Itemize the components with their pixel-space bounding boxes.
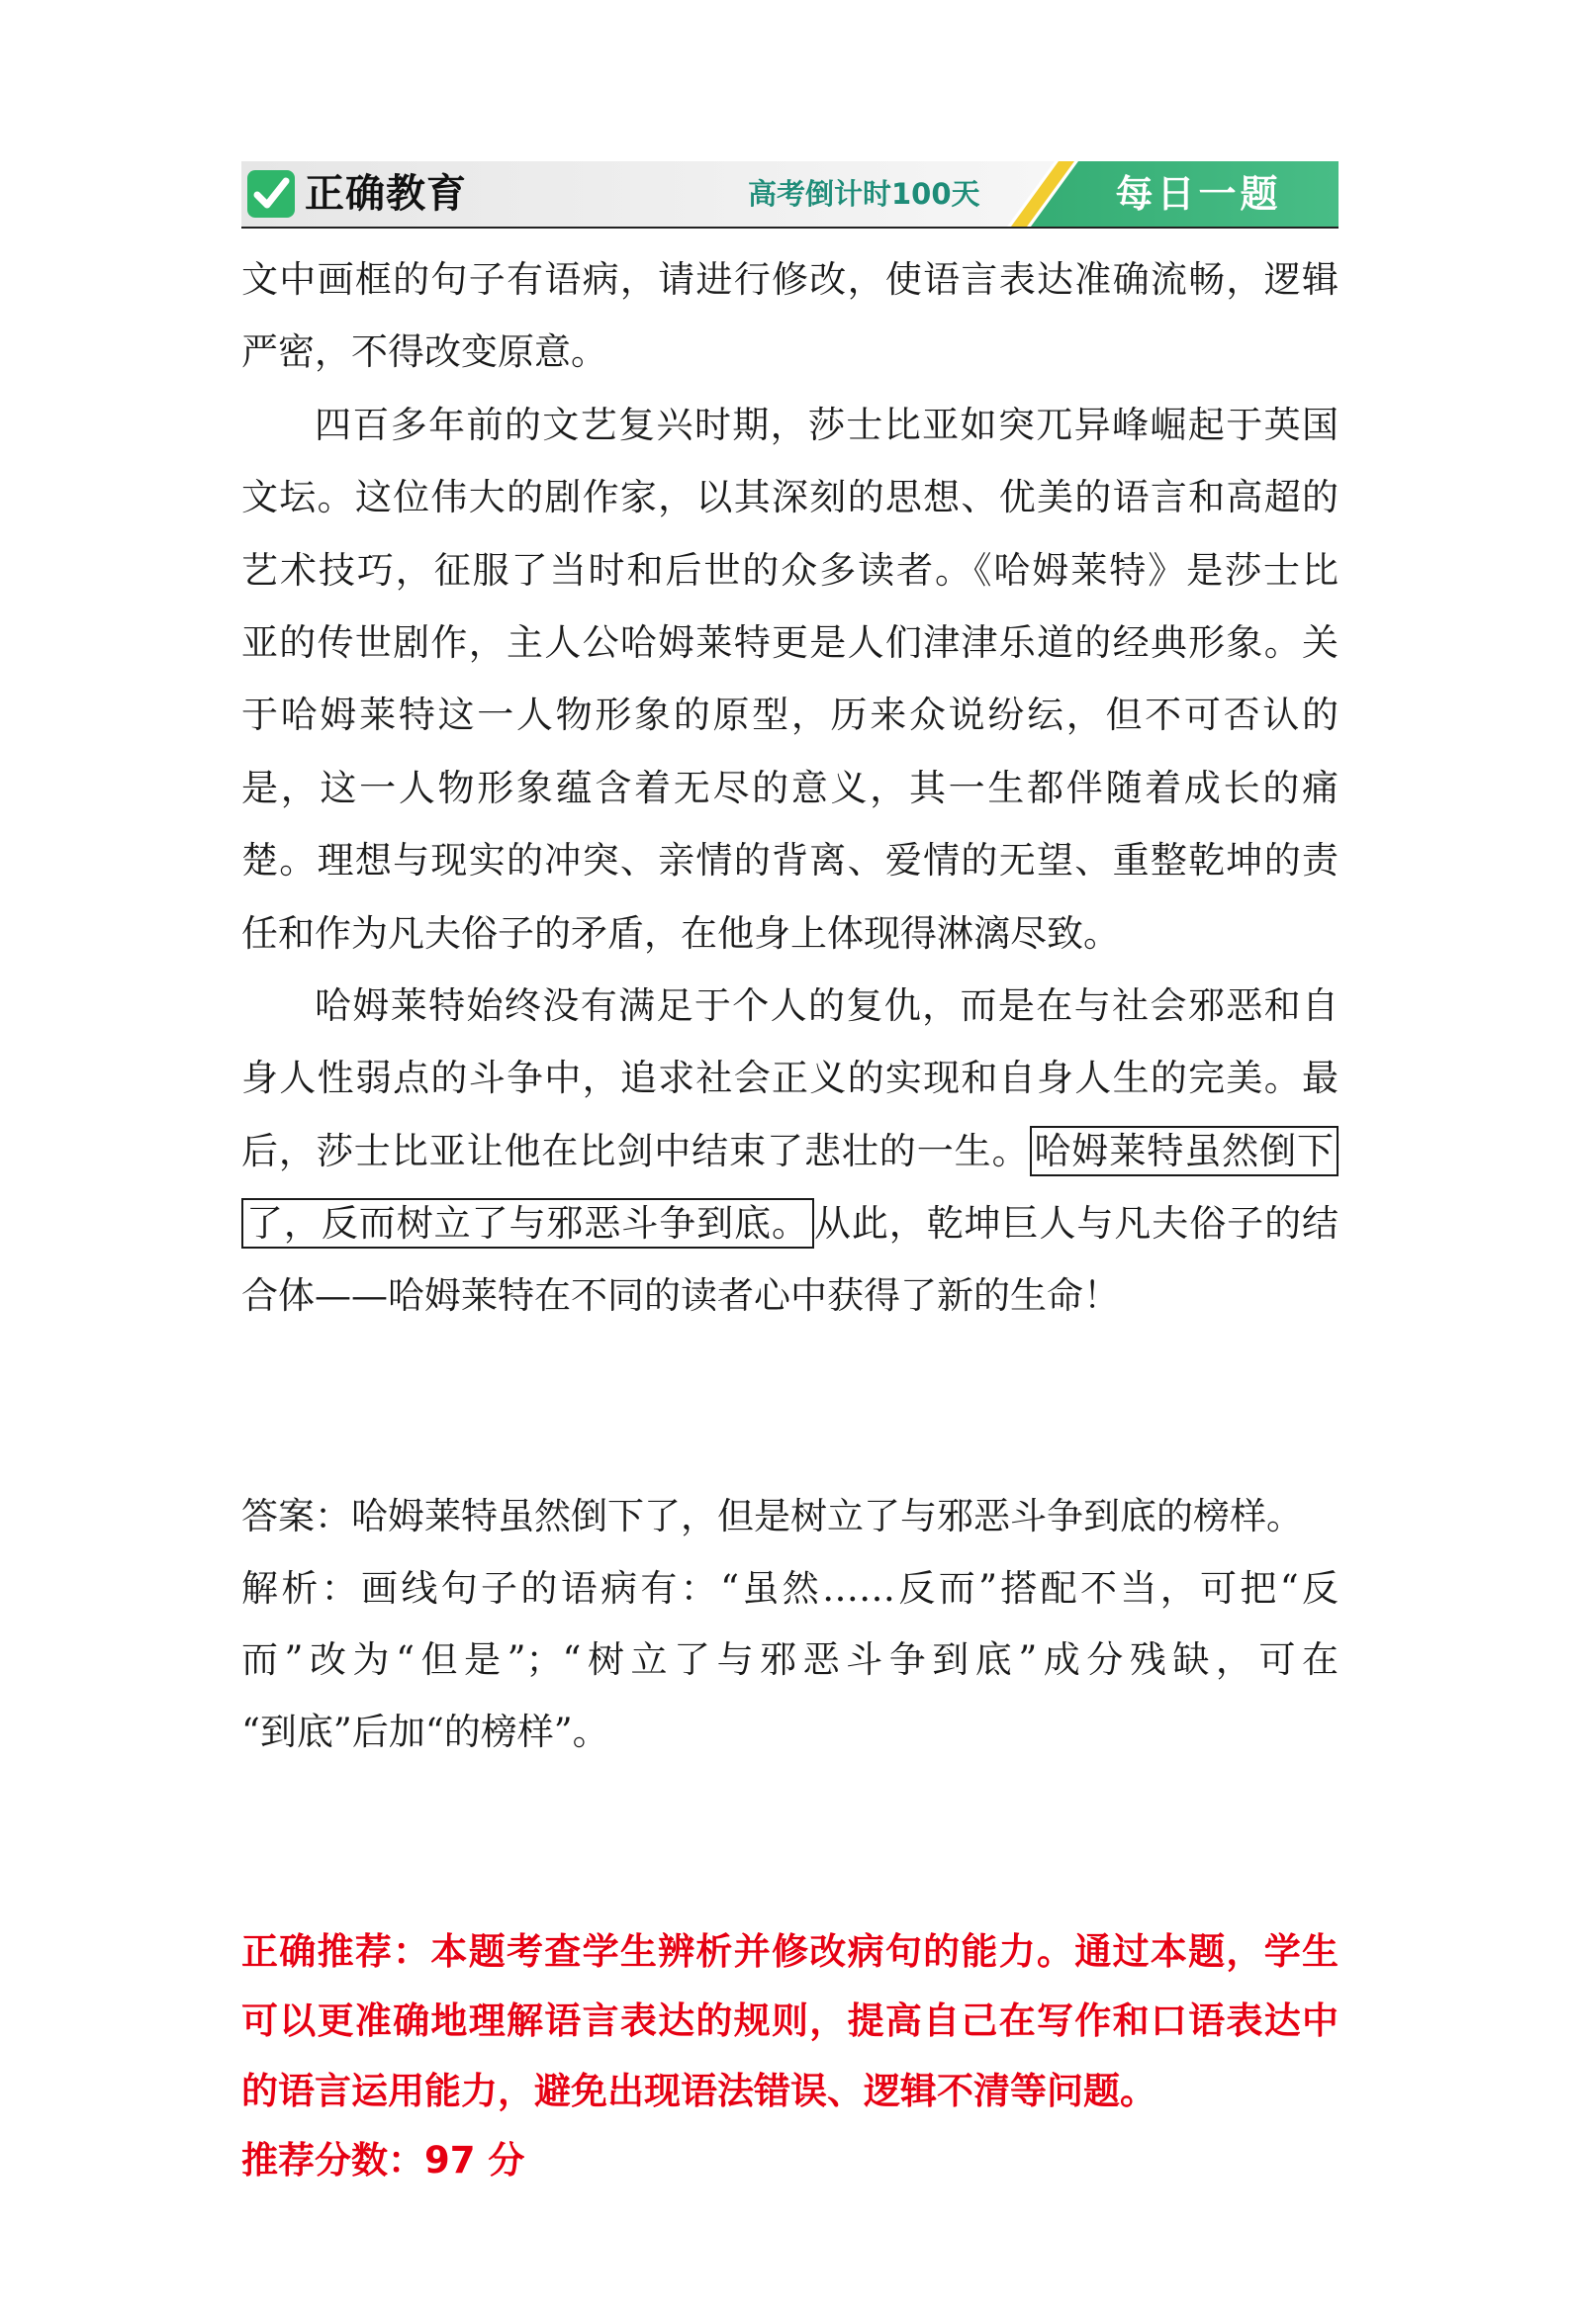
passage-line: 亚的传世剧作，主人公哈姆莱特更是人们津津乐道的经典形象。关 [241, 620, 1339, 664]
passage-line: 四百多年前的文艺复兴时期，莎士比亚如突兀异峰崛起于英国 [315, 403, 1339, 446]
page-header [241, 161, 1339, 229]
daily-question-badge: 每日一题 [1115, 172, 1282, 216]
recommendation-line: 可以更准确地理解语言表达的规则，提高自己在写作和口语表达中 [241, 1999, 1339, 2043]
framed-sentence-part-1: 哈姆莱特虽然倒下 [1030, 1126, 1339, 1176]
analysis-line: 解析：画线句子的语病有：“虽然……反而”搭配不当，可把“反 [241, 1566, 1339, 1610]
recommendation-line: 正确推荐：本题考查学生辨析并修改病句的能力。通过本题，学生 [241, 1930, 1339, 1973]
passage-line: 于哈姆莱特这一人物形象的原型，历来众说纷纭，但不可否认的 [241, 694, 1339, 737]
recommendation-line: 的语言运用能力，避免出现语法错误、逻辑不清等问题。 [241, 2069, 1156, 2112]
passage-line: 合体——哈姆莱特在不同的读者心中获得了新的生命！ [241, 1274, 1120, 1318]
passage-line: 任和作为凡夫俗子的矛盾，在他身上体现得淋漓尽致。 [241, 911, 1120, 955]
passage-line: 身人性弱点的斗争中，追求社会正义的实现和自身人生的完美。最 [241, 1057, 1339, 1100]
recommendation-section [241, 1917, 1339, 2195]
framed-sentence-part-2: 了，反而树立了与邪恶斗争到底。 [241, 1198, 814, 1249]
answer-line: 答案：哈姆莱特虽然倒下了，但是树立了与邪恶斗争到底的榜样。 [241, 1495, 1303, 1537]
passage-line: 哈姆莱特始终没有满足于个人的复仇，而是在与社会邪恶和自 [315, 983, 1339, 1027]
prompt-line: 严密，不得改变原意。 [241, 330, 607, 374]
passage-text: 从此，乾坤巨人与凡夫俗子的结 [813, 1202, 1339, 1246]
passage-text: 后，莎士比亚让他在比剑中结束了悲壮的一生。 [241, 1129, 1030, 1172]
brand-name: 正确教育 [305, 171, 467, 217]
analysis-line: 而”改为“但是”；“树立了与邪恶斗争到底”成分残缺，可在 [241, 1638, 1339, 1682]
recommendation-score: 推荐分数：97 分 [241, 2138, 525, 2182]
check-icon [245, 168, 297, 220]
passage-line-with-frame [241, 1187, 1339, 1259]
countdown-label: 高考倒计时100天 [748, 177, 980, 211]
passage-line: 艺术技巧，征服了当时和后世的众多读者。《哈姆莱特》是莎士比 [241, 548, 1339, 592]
analysis-line: “到底”后加“的榜样”。 [241, 1711, 609, 1754]
passage-line: 楚。理想与现实的冲突、亲情的背离、爱情的无望、重整乾坤的责 [241, 839, 1339, 883]
answer-section [241, 1481, 1339, 1769]
question-section [241, 243, 1339, 1333]
passage-line: 文坛。这位伟大的剧作家，以其深刻的思想、优美的语言和高超的 [241, 476, 1339, 519]
passage-line: 是，这一人物形象蕴含着无尽的意义，其一生都伴随着成长的痛 [241, 766, 1339, 809]
passage-line-with-frame [241, 1115, 1339, 1187]
prompt-line: 文中画框的句子有语病，请进行修改，使语言表达准确流畅，逻辑 [241, 258, 1339, 301]
